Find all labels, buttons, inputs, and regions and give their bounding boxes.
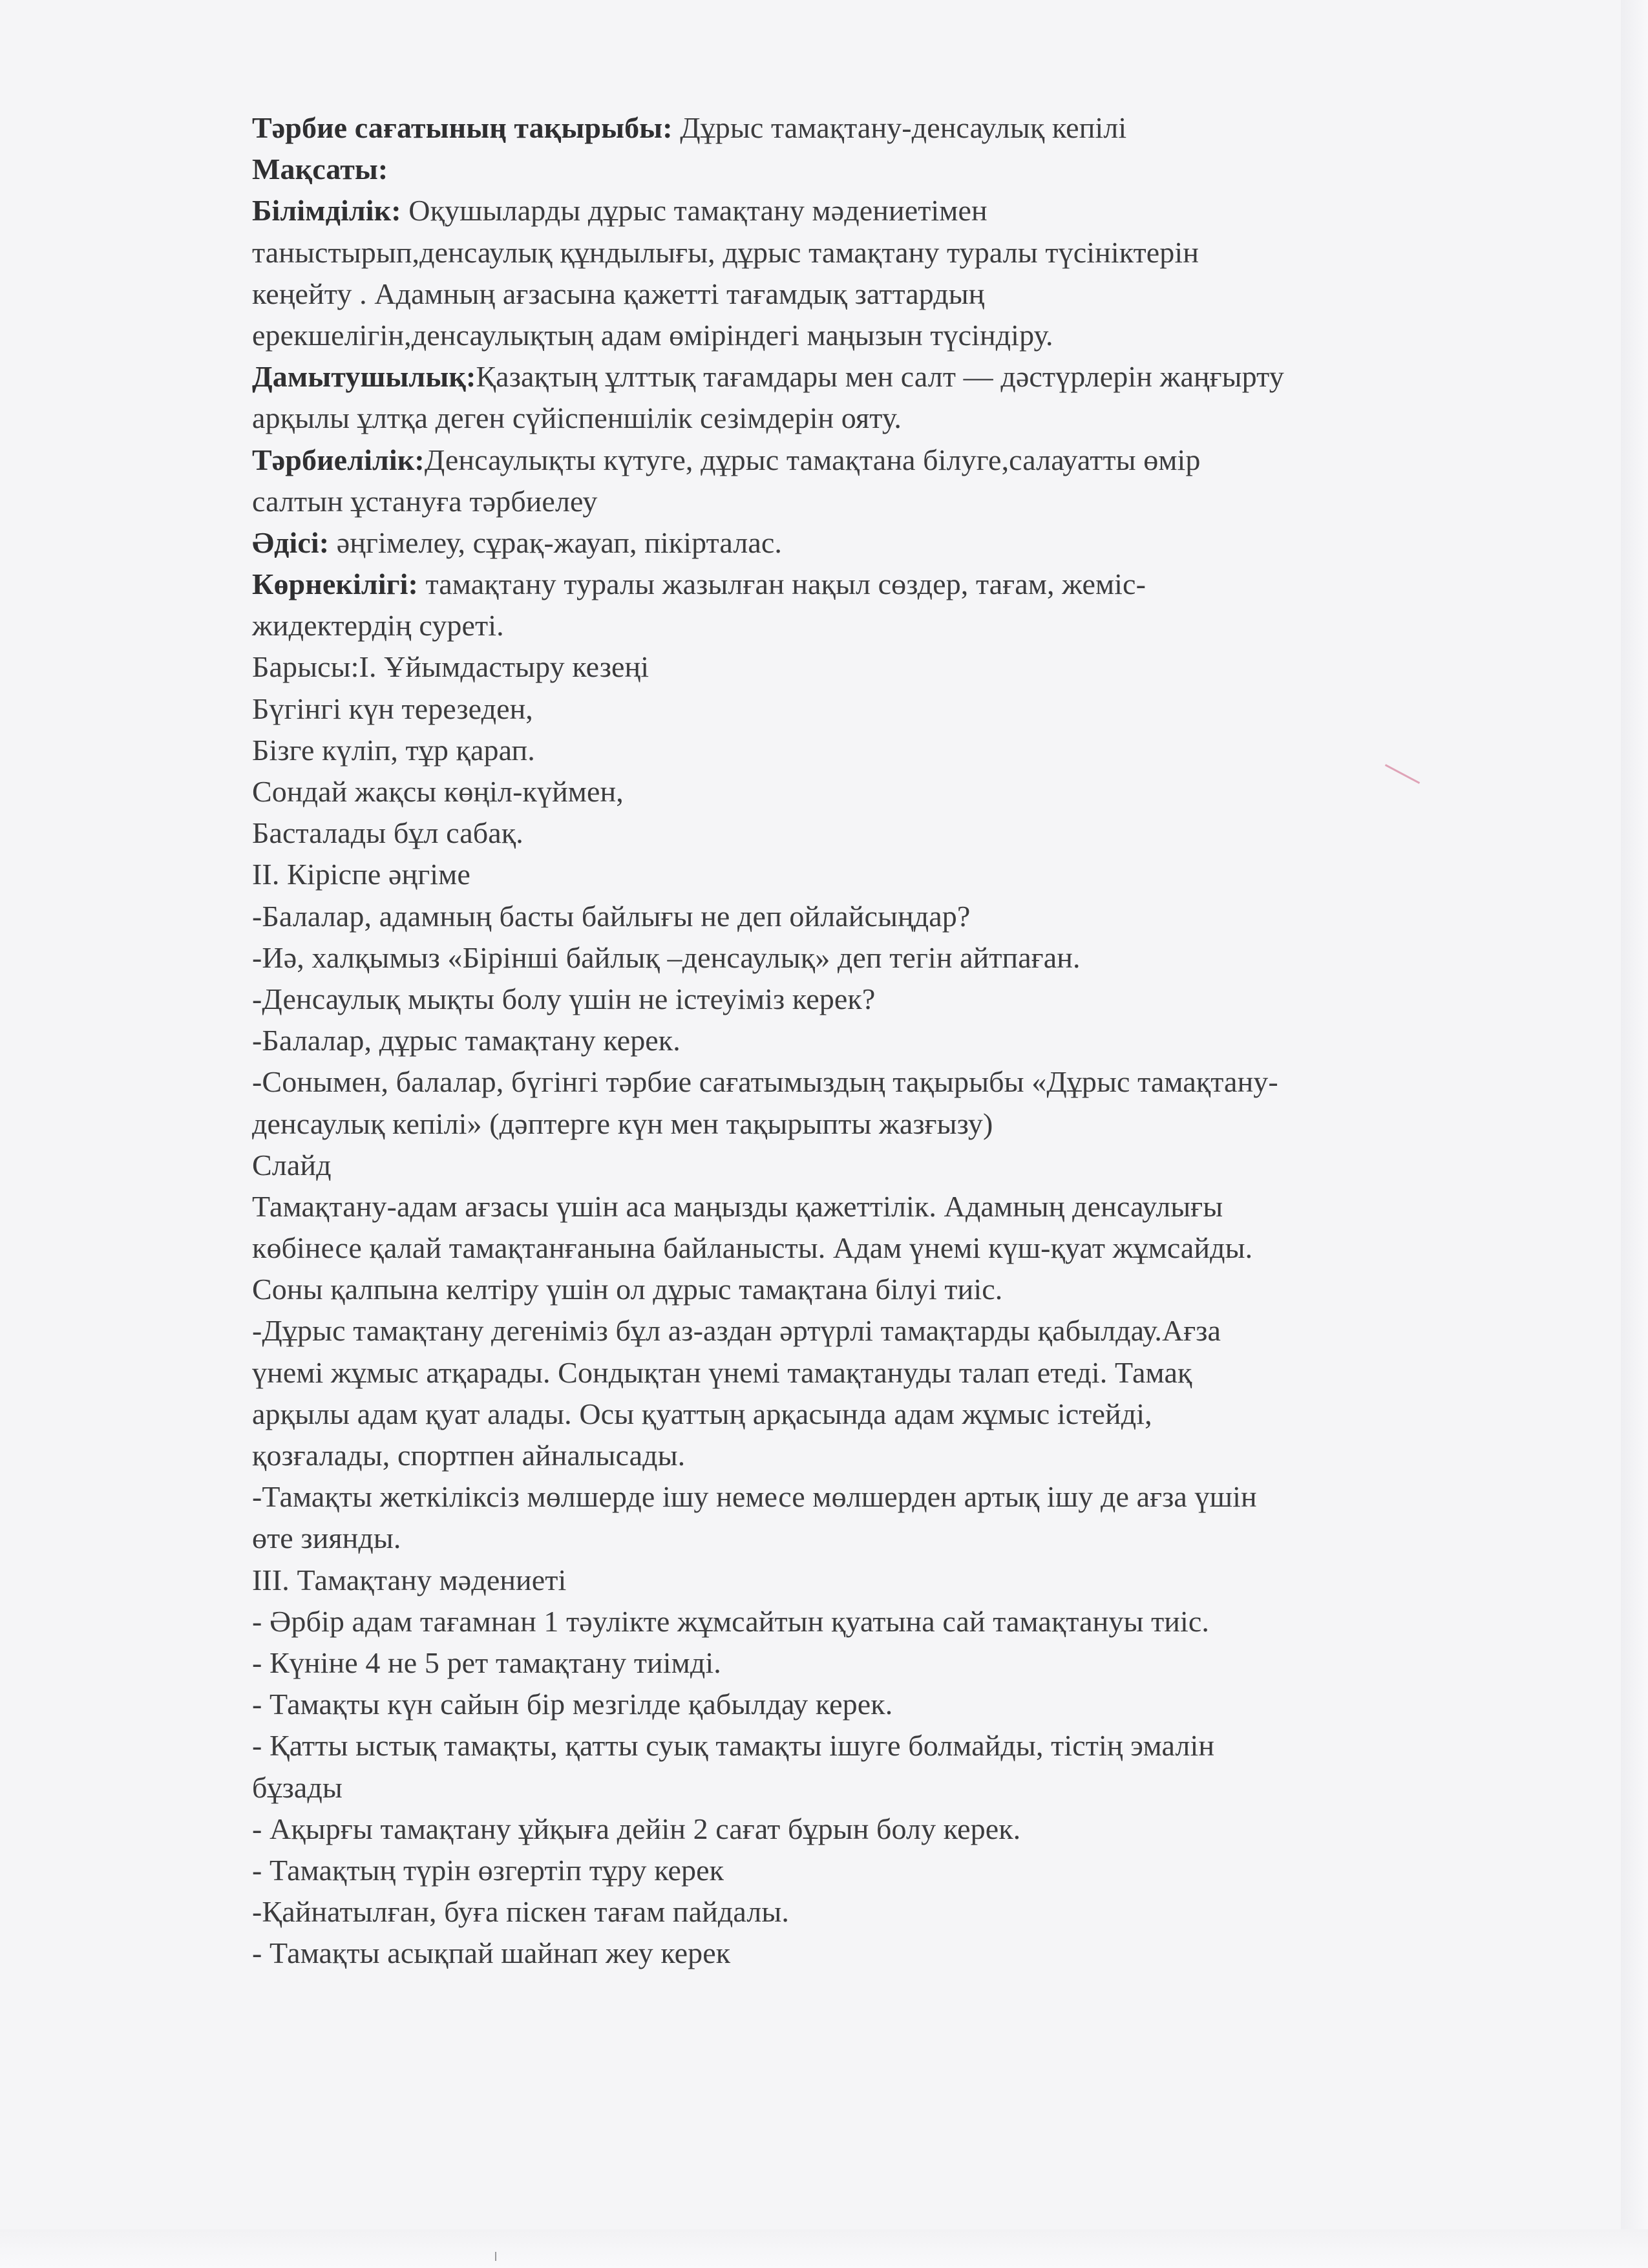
body-line: ІІ. Кіріспе әңгіме [252,858,470,891]
upb-text-1: Денсаулықты күтуге, дұрыс тамақтана білуге,салауатты өмір [424,443,1201,476]
page-bottom-shadow [0,2229,1648,2268]
body-line: -Балалар, адамның басты байлығы не деп ойлайсыңдар? [252,899,971,933]
upb-line-2: салтын ұстануға тәрбиелеу [252,484,598,518]
upb-line-1 [252,440,1538,481]
body-line: денсаулық кепілі» (дәптерге күн мен тақырыпты жазғызу) [252,1107,993,1140]
dev-line-2: арқылы ұлтқа деген сүйіспеншілік сезімдерін ояту. [252,401,902,435]
body-line: -Дұрыс тамақтану дегеніміз бұл аз-аздан әртүрлі тамақтарды қабылдау.Ағза [252,1314,1221,1348]
body-line: Слайд [252,1148,332,1182]
body-line: -Қайнатылған, буға піскен тағам пайдалы. [252,1895,789,1929]
body-line: көбінесе қалай тамақтанғанына байланысты. Адам үнемі күш-қуат жұмсайды. [252,1231,1253,1265]
page-edge-shadow [1621,0,1648,2268]
method-label: Әдісі: [252,525,330,559]
goals-heading: Мақсаты: [252,153,388,186]
body-line: -Денсаулық мықты болу үшін не істеуіміз керек? [252,982,876,1015]
scan-tick-mark [495,2252,496,2261]
visual-text-1: тамақтану туралы жазылған нақыл сөздер, тағам, жеміс- [417,567,1146,601]
body-line: - Тамақтың түрін өзгертіп тұру керек [252,1853,724,1887]
edu-label: Білімділік: [252,194,401,228]
body-line: қозғалады, спортпен айналысады. [252,1439,686,1472]
visual-line-1 [252,564,1538,605]
body-line: Басталады бұл сабақ. [252,816,523,850]
body-line: Соны қалпына келтіру үшін ол дұрыс тамақтана білуі тиіс. [252,1273,1003,1306]
body-line: -Тамақты жеткіліксіз мөлшерде ішу немесе мөлшерден артық ішу де ағза үшін [252,1480,1257,1514]
body-line: -Иә, халқымыз «Бірінші байлық –денсаулық» деп тегін айтпаған. [252,940,1081,974]
body-line: - Қатты ыстық тамақты, қатты суық тамақты ішуге болмайды, тістің эмалін [252,1729,1215,1763]
method-line [252,522,1538,564]
dev-text-1: Қазақтың ұлттық тағамдары мен салт — дәстүрлерін жаңғырту [476,360,1284,394]
body-line: -Балалар, дұрыс тамақтану керек. [252,1024,681,1057]
body-line: Бүгінгі күн терезеден, [252,692,533,725]
edu-line-4: ерекшелігін,денсаулықтың адам өміріндегі маңызын түсіндіру. [252,318,1053,352]
visual-line-2: жидектердің суреті. [252,609,504,642]
body-line: Сондай жақсы көңіл-күймен, [252,775,624,808]
dev-line-1 [252,356,1538,397]
topic-label: Тәрбие сағатының тақырыбы: [252,111,673,144]
body-line: Барысы:І. Ұйымдастыру кезеңі [252,650,650,684]
topic-line [252,107,1538,149]
body-line: арқылы адам қуат алады. Осы қуаттың арқасында адам жұмыс істейді, [252,1397,1152,1430]
upb-label: Тәрбиелілік: [252,443,425,476]
body-line: үнемі жұмыс атқарады. Сондықтан үнемі тамақтануды талап етеді. Тамақ [252,1355,1192,1389]
body-line: - Тамақты асықпай шайнап жеу керек [252,1936,731,1970]
body-line: - Күніне 4 не 5 рет тамақтану тиімді. [252,1646,721,1679]
edu-line-3: кеңейту . Адамның ағзасына қажетті тағамдық заттардың [252,277,985,310]
body-line: Бізге күліп, тұр қарап. [252,733,535,767]
edu-line-1 [252,190,1538,231]
visual-label: Көрнекілігі: [252,567,418,601]
body-line: - Ақырғы тамақтану ұйқыға дейін 2 сағат бұрын болу керек. [252,1812,1021,1845]
document-body [252,107,1538,1974]
topic-value: Дұрыс тамақтану-денсаулық кепілі [672,111,1127,144]
body-line: ІІІ. Тамақтану мәдениеті [252,1563,567,1596]
edu-text-1: Оқушыларды дұрыс тамақтану мәдениетімен [401,194,988,228]
body-line: бұзады [252,1770,343,1804]
edu-line-2: таныстырып,денсаулық құндылығы, дұрыс тамақтану туралы түсініктерін [252,235,1199,269]
body-line: өте зиянды. [252,1521,401,1555]
body-line: - Әрбір адам тағамнан 1 тәулікте жұмсайтын қуатына сай тамақтануы тиіс. [252,1604,1210,1638]
method-text: әңгімелеу, сұрақ-жауап, пікірталас. [329,525,782,559]
body-line: -Сонымен, балалар, бүгінгі тәрбие сағатымыздың тақырыбы «Дұрыс тамақтану- [252,1065,1278,1099]
body-line: Тамақтану-адам ағзасы үшін аса маңызды қажеттілік. Адамның денсаулығы [252,1189,1223,1223]
dev-label: Дамытушылық: [252,360,476,394]
body-line: - Тамақты күн сайын бір мезгілде қабылдау керек. [252,1688,893,1721]
